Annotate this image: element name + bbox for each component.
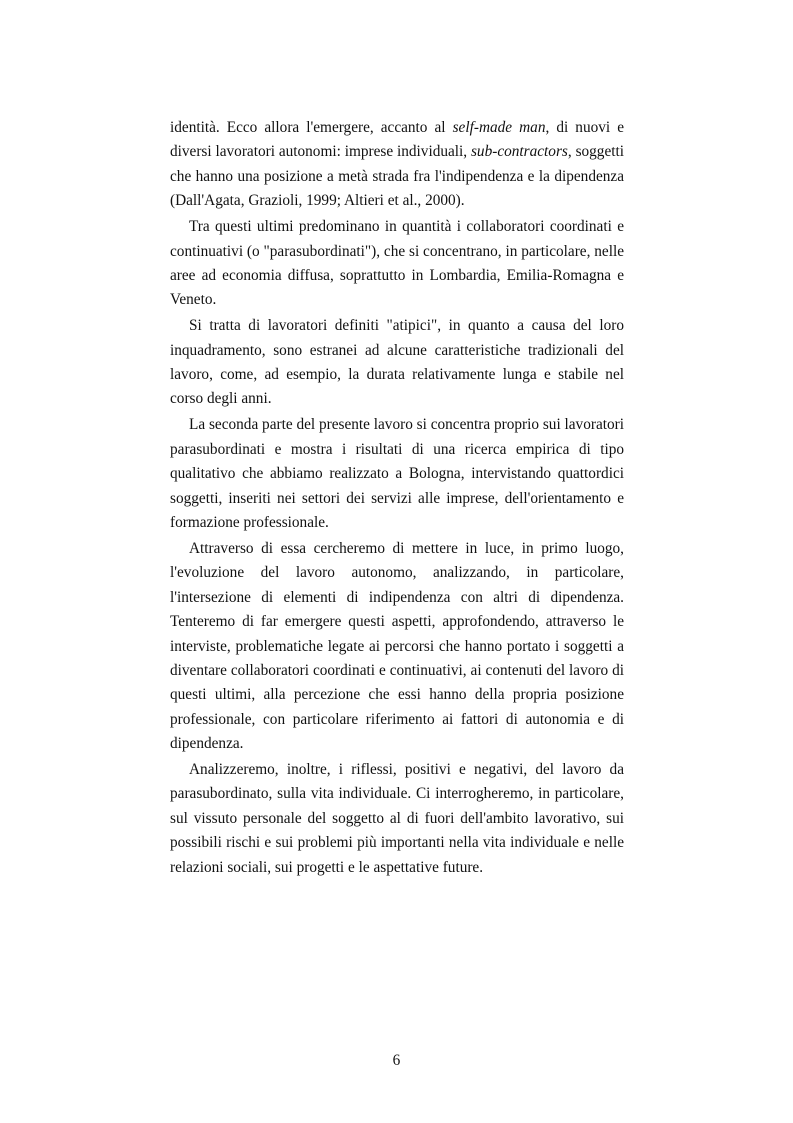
paragraph: Analizzeremo, inoltre, i riflessi, positivi e negativi, del lavoro da parasubordinato, sulla vita individuale. Ci interrogheremo, in particolare, sul vissuto personale del soggetto al di fuori dell'ambito lavorativo, sui possibili rischi e sui problemi più importanti nella vita individuale e nelle relazioni sociali, sui progetti e le aspettative future. bbox=[170, 761, 624, 876]
paragraph-1-text: identità. Ecco allora l'emergere, accanto al bbox=[170, 119, 453, 136]
paragraph-1-text: , soggetti che hanno una posizione a metà strada fra l'indipendenza e la dipendenza (Dall'Agata, Grazioli, 1999; Altieri et al., 2000). bbox=[170, 143, 625, 210]
paragraph: Si tratta di lavoratori definiti "atipici", in quanto a causa del loro inquadramento, sono estranei ad alcune caratteristiche tradizionali del lavoro, come, ad esempio, la durata relativamente lunga e stabile nel corso degli anni. bbox=[170, 317, 624, 408]
paragraph: Tra questi ultimi predominano in quantità i collaboratori coordinati e continuativi (o "parasubordinati"), che si concentrano, in particolare, nelle aree ad economia diffusa, soprattutto in Lombardia, Emilia-Romagna e Veneto. bbox=[170, 218, 624, 309]
italic-term-self-made-man: self-made man bbox=[452, 119, 546, 136]
italic-term-sub-contractors: sub-contractors bbox=[470, 143, 568, 161]
paragraph: Attraverso di essa cercheremo di mettere in luce, in primo luogo, l'evoluzione del lavoro autonomo, analizzando, in particolare, l'intersezione di elementi di indipendenza con altri di dipendenza. Tenteremo di far emergere questi aspetti, approfondendo, attraverso le interviste, problematiche legate ai percorsi che hanno portato i soggetti a diventare collaboratori coordinati e continuativi, ai contenuti del lavoro di questi ultimi, alla percezione che essi hanno della propria posizione professionale, con particolare riferimento ai fattori di autonomia e di dipendenza. bbox=[170, 539, 624, 753]
page-number: 6 bbox=[392, 1052, 401, 1069]
paragraph: La seconda parte del presente lavoro si concentra proprio sui lavoratori parasubordinati e mostra i risultati di una ricerca empirica di tipo qualitativo che abbiamo realizzato a Bologna, intervistando quattordici soggetti, inseriti nei settori dei servizi alle imprese, dell'orientamento e formazione professionale. bbox=[170, 416, 624, 531]
body-text bbox=[170, 116, 624, 882]
paragraph-1-text: , di nuovi e diversi lavoratori autonomi: imprese individuali, bbox=[170, 119, 624, 161]
paragraph bbox=[170, 116, 624, 214]
